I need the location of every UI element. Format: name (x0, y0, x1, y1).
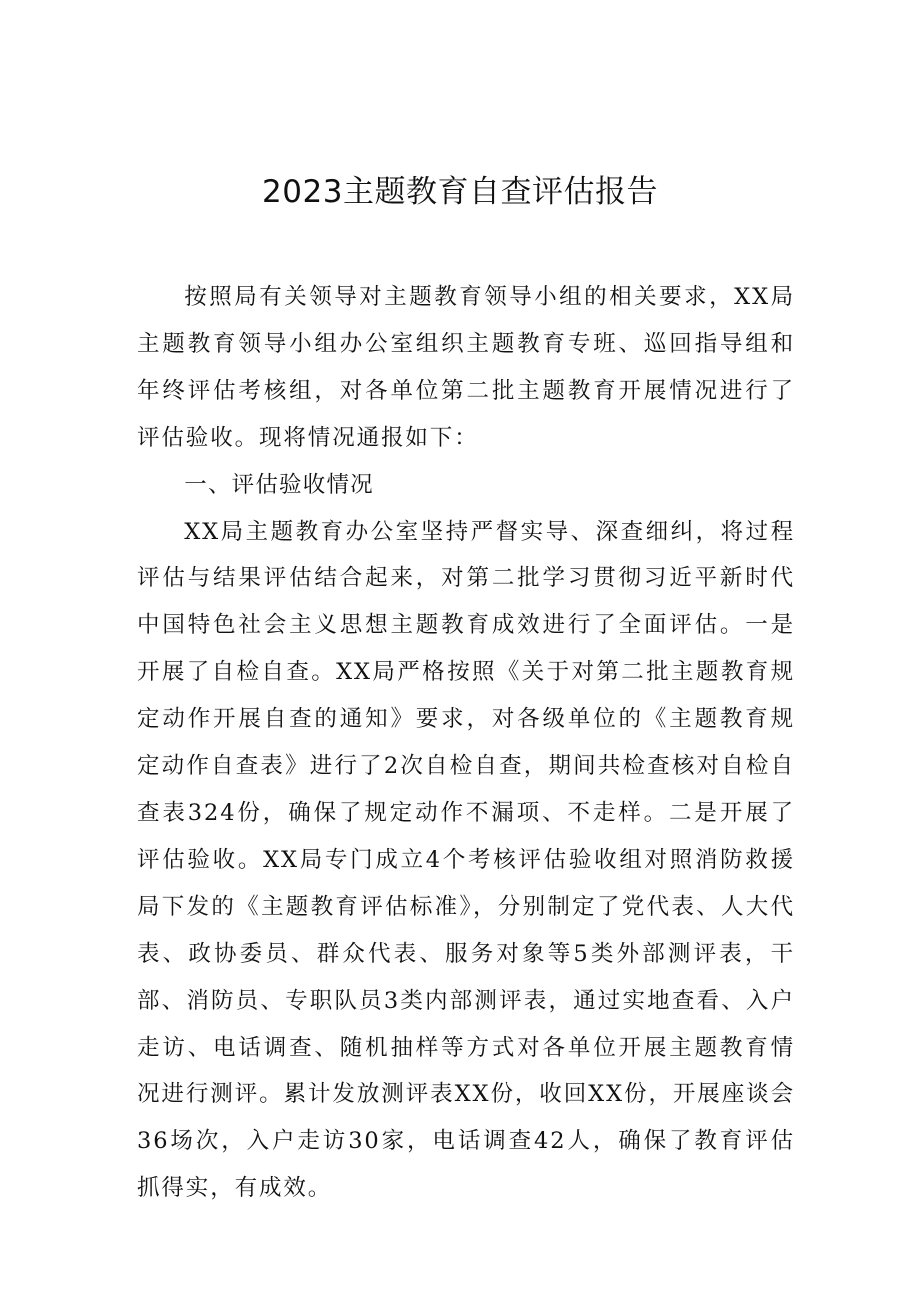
document-body (137, 274, 795, 1212)
intro-paragraph: 按照局有关领导对主题教育领导小组的相关要求，XX局主题教育领导小组办公室组织主题教育专班、巡回指导组和年终评估考核组，对各单位第二批主题教育开展情况进行了评估验收。现将情况通报如下： (137, 284, 795, 451)
section-heading: 一、评估验收情况 (184, 471, 374, 498)
section-paragraph: XX局主题教育办公室坚持严督实导、深查细纠，将过程评估与结果评估结合起来，对第二批学习贯彻习近平新时代中国特色社会主义思想主题教育成效进行了全面评估。一是开展了自检自查。XX局严格按照《关于对第二批主题教育规定动作开展自查的通知》要求，对各级单位的《主题教育规定动作自查表》进行了2次自检自查，期间共检查核对自检自查表324份，确保了规定动作不漏项、不走样。二是开展了评估验收。XX局专门成立4个考核评估验收组对照消防救援局下发的《主题教育评估标准》，分别制定了党代表、人大代表、政协委员、群众代表、服务对象等5类外部测评表，干部、消防员、专职队员3类内部测评表，通过实地查看、入户走访、电话调查、随机抽样等方式对各单位开展主题教育情况进行测评。累计发放测评表XX份，收回XX份，开展座谈会36场次，入户走访30家，电话调查42人，确保了教育评估抓得实，有成效。 (137, 518, 795, 1202)
document-title: 2023主题教育自查评估报告 (262, 174, 658, 210)
